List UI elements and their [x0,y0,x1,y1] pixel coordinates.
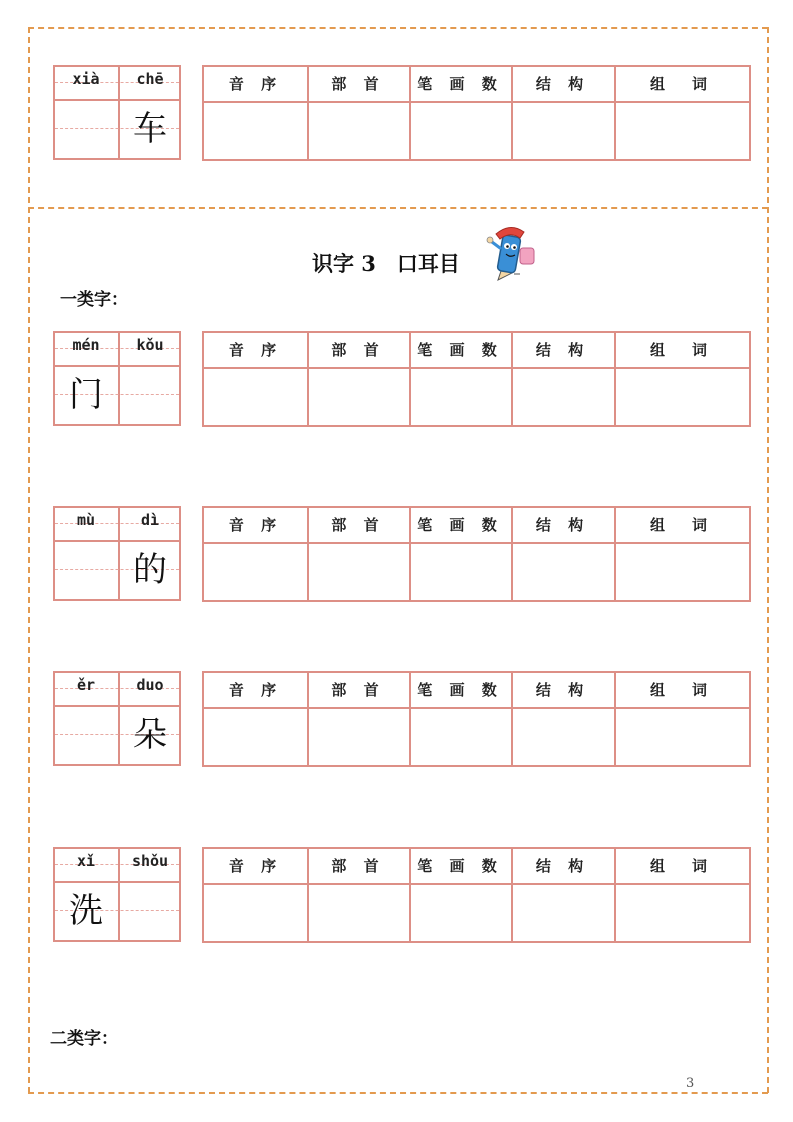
answer-cell[interactable] [309,885,407,941]
header-bushou: 部 首 [331,75,385,93]
pinyin-right: duo [136,676,164,694]
answer-cell[interactable] [513,369,612,425]
pinyin-left: mén [72,336,100,354]
pinyin-right: kǒu [136,336,164,354]
tianzige-grid [53,65,181,160]
answer-cell[interactable] [309,544,407,600]
character-right [119,366,181,424]
character-left: 门 [69,375,103,415]
header-jiegou: 结 构 [535,681,590,699]
page-border-top [28,27,768,29]
page-border-left [28,27,30,1093]
header-bushou: 部 首 [331,681,385,699]
pinyin-left: xià [72,70,100,88]
answer-cell[interactable] [513,709,612,765]
answer-cell[interactable] [411,369,509,425]
character-left [55,100,117,158]
header-jiegou: 结 构 [535,857,590,875]
header-yinxu: 音 序 [228,516,283,534]
header-zuci: 组 词 [649,75,713,93]
answer-cell[interactable] [411,544,509,600]
header-bushou: 部 首 [331,341,385,359]
header-jiegou: 结 构 [535,341,590,359]
header-zuci: 组 词 [649,857,713,875]
answer-cell[interactable] [513,544,612,600]
tianzige-grid [53,506,181,601]
answer-cell[interactable] [513,103,612,159]
analysis-table [202,506,751,602]
pinyin-left: ěr [76,676,96,694]
answer-cell[interactable] [616,369,747,425]
answer-cell[interactable] [309,709,407,765]
character-left [55,541,117,599]
pinyin-right: dì [140,511,160,529]
character-left: 洗 [69,891,103,931]
answer-cell[interactable] [309,103,407,159]
header-yinxu: 音 序 [228,75,283,93]
answer-cell[interactable] [616,103,747,159]
header-bushou: 部 首 [331,857,385,875]
answer-cell[interactable] [309,369,407,425]
section-heading-class-two: 二类字： [50,1029,118,1049]
tianzige-grid [53,847,181,942]
header-jiegou: 结 构 [535,75,590,93]
pinyin-right: shǒu [131,852,169,870]
header-yinxu: 音 序 [228,341,283,359]
pinyin-right: chē [136,70,164,88]
section-heading-class-one: 一类字： [60,290,128,310]
header-yinxu: 音 序 [228,681,283,699]
character-right: 的 [133,550,167,590]
page-border-right [767,27,769,1093]
header-zuci: 组 词 [649,516,713,534]
answer-cell[interactable] [411,709,509,765]
lesson-title: 识字 3 口耳目 [312,251,460,276]
header-zuci: 组 词 [649,341,713,359]
header-bihuashu: 笔 画 数 [417,341,503,359]
pencil-mascot-icon [484,222,540,284]
character-left [55,706,117,764]
analysis-table [202,847,751,943]
answer-cell[interactable] [206,709,305,765]
analysis-table [202,331,751,427]
answer-cell[interactable] [206,369,305,425]
answer-cell[interactable] [206,103,305,159]
analysis-table [202,671,751,767]
pinyin-left: xǐ [76,852,96,870]
header-jiegou: 结 构 [535,516,590,534]
header-bihuashu: 笔 画 数 [417,75,503,93]
answer-cell[interactable] [411,885,509,941]
character-right [119,882,181,940]
answer-cell[interactable] [616,885,747,941]
answer-cell[interactable] [206,544,305,600]
header-bihuashu: 笔 画 数 [417,516,503,534]
tianzige-grid [53,671,181,766]
header-bushou: 部 首 [331,516,385,534]
analysis-table [202,65,751,161]
page-border-bottom [28,1092,768,1094]
header-bihuashu: 笔 画 数 [417,681,503,699]
page-number: 3 [686,1076,695,1091]
page-divider [28,207,768,209]
character-right: 朵 [133,715,167,755]
answer-cell[interactable] [513,885,612,941]
pinyin-left: mù [76,511,96,529]
answer-cell[interactable] [206,885,305,941]
tianzige-grid [53,331,181,426]
character-right: 车 [133,109,167,149]
answer-cell[interactable] [616,709,747,765]
answer-cell[interactable] [411,103,509,159]
answer-cell[interactable] [616,544,747,600]
header-bihuashu: 笔 画 数 [417,857,503,875]
header-yinxu: 音 序 [228,857,283,875]
header-zuci: 组 词 [649,681,713,699]
